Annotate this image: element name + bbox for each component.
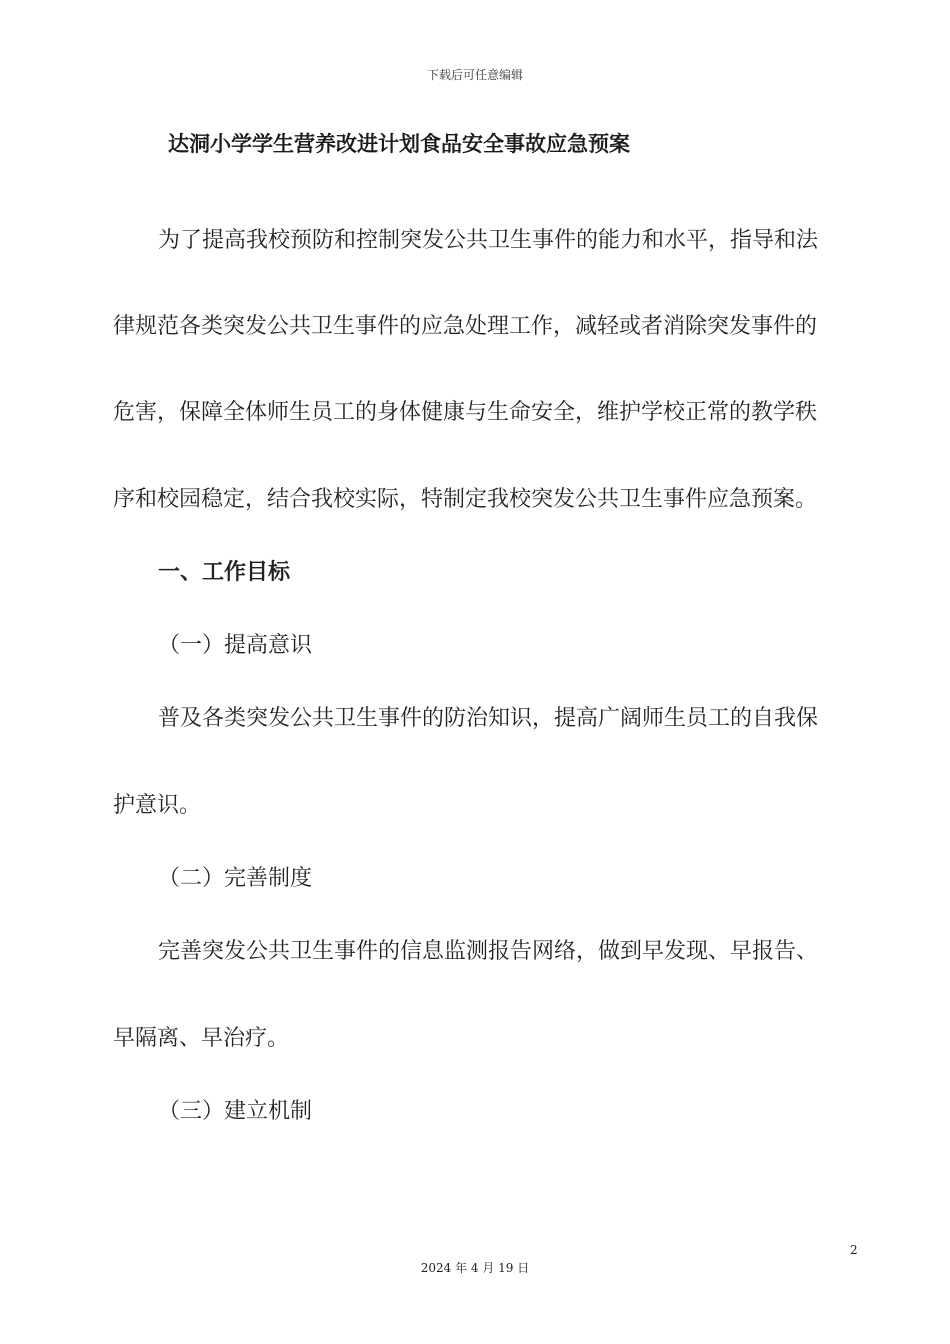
page-number: 2 — [850, 1243, 858, 1257]
intro-line-3: 危害，保障全体师生员工的身体健康与生命安全，维护学校正常的教学秩 — [113, 400, 818, 425]
page-header: 下载后可任意编辑 — [426, 68, 523, 82]
subsection-heading-system: （二）完善制度 — [158, 866, 313, 891]
subsection-heading-mechanism: （三）建立机制 — [158, 1099, 313, 1124]
subsection-heading-awareness: （一）提高意识 — [158, 633, 313, 658]
intro-line-1: 为了提高我校预防和控制突发公共卫生事件的能力和水平，指导和法 — [158, 228, 819, 253]
system-line-1: 完善突发公共卫生事件的信息监测报告网络，做到早发现、早报告、 — [158, 939, 819, 964]
intro-line-2: 律规范各类突发公共卫生事件的应急处理工作，减轻或者消除突发事件的 — [113, 314, 818, 339]
system-line-2: 早隔离、早治疗。 — [113, 1026, 290, 1051]
awareness-line-2: 护意识。 — [113, 793, 202, 818]
intro-line-4: 序和校园稳定，结合我校实际，特制定我校突发公共卫生事件应急预案。 — [113, 487, 818, 512]
document-title: 达洞小学学生营养改进计划食品安全事故应急预案 — [168, 132, 630, 156]
awareness-line-1: 普及各类突发公共卫生事件的防治知识，提高广阔师生员工的自我保 — [158, 706, 819, 731]
section-heading-goals: 一、工作目标 — [158, 560, 291, 585]
footer-date: 2024 年 4 月 19 日 — [420, 1261, 530, 1275]
